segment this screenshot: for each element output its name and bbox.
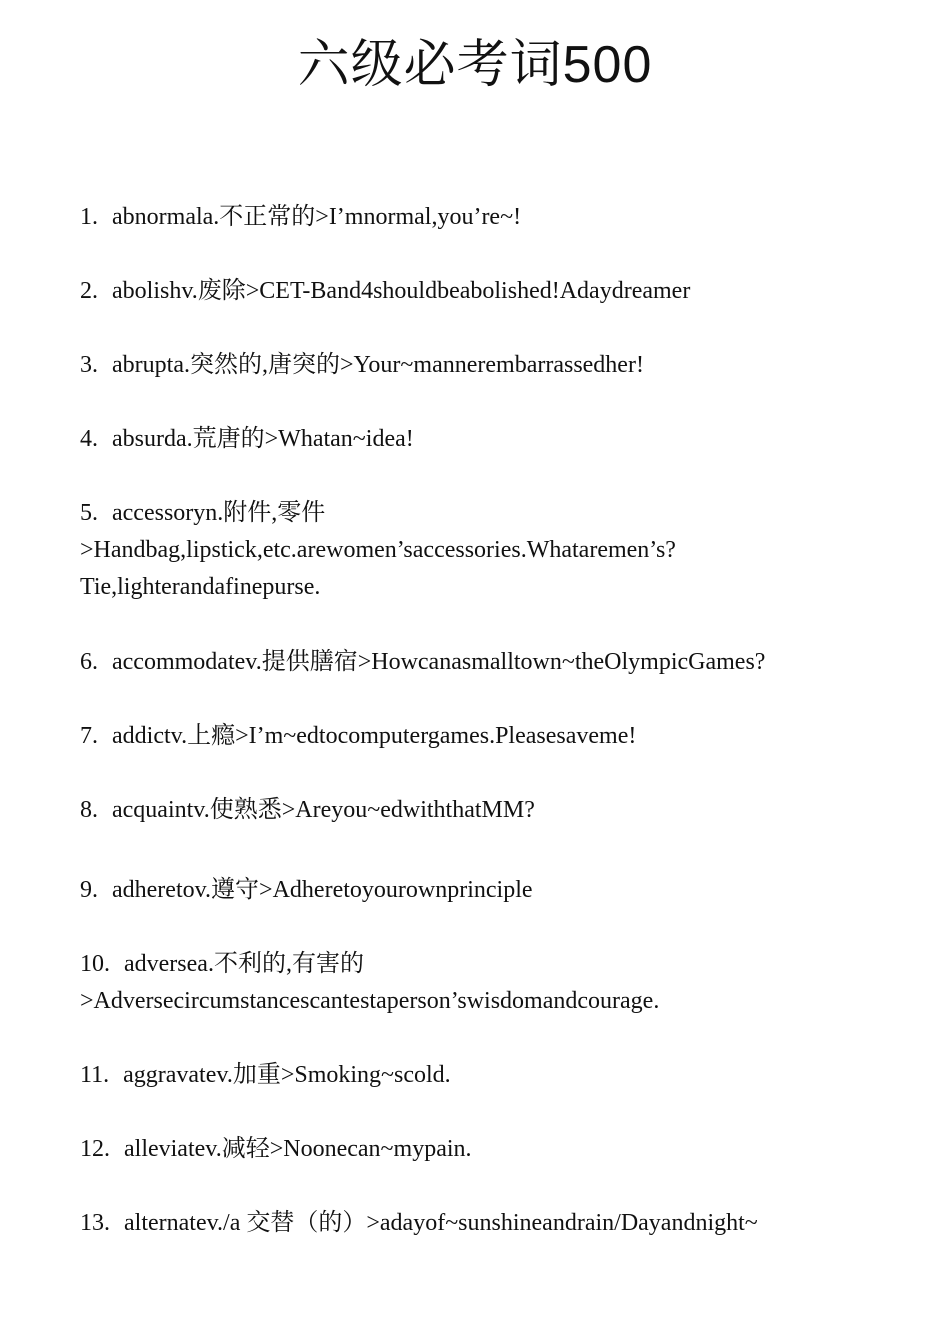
entry-number: 4. (80, 426, 98, 452)
entry-number: 1. (80, 204, 98, 230)
entry-number: 11. (80, 1062, 110, 1088)
entry-text: accommodatev.提供膳宿>Howcanasmalltown~theOlympicGames? (112, 649, 766, 675)
entry-text: alleviatev.减轻>Noonecan~mypain. (124, 1136, 472, 1162)
vocab-entry-8 (80, 792, 880, 829)
entry-example-line: >Adversecircumstancescantestaperson’swisdomandcourage. (80, 988, 660, 1014)
entry-text: aggravatev.加重>Smoking~scold. (123, 1062, 451, 1088)
entry-text: abolishv.废除>CET-Band4shouldbeabolished!Adaydreamer (112, 278, 691, 304)
vocab-entry-10 (80, 946, 880, 1020)
entry-number: 8. (80, 797, 98, 823)
entry-number: 5. (80, 500, 98, 526)
vocab-entry-2 (80, 273, 880, 310)
entry-number: 6. (80, 649, 98, 675)
vocab-entry-9 (80, 872, 880, 909)
vocab-entry-7 (80, 718, 880, 755)
entry-number: 12. (80, 1136, 110, 1162)
entry-number: 13. (80, 1210, 110, 1236)
vocab-entry-12 (80, 1131, 880, 1168)
entry-text: absurda.荒唐的>Whatan~idea! (112, 426, 414, 452)
page-title: 六级必考词500 (297, 36, 653, 94)
entry-example-line: Tie,lighterandafinepurse. (80, 574, 321, 600)
entry-text: abnormala.不正常的>I’mnormal,you’re~! (112, 204, 522, 230)
entry-number: 7. (80, 723, 98, 749)
vocab-entry-4 (80, 421, 880, 458)
entry-number: 10. (80, 951, 110, 977)
entry-text: accessoryn.附件,零件 (112, 500, 326, 526)
entry-text: alternatev./a 交替（的）>adayof~sunshineandrain/Dayandnight~ (124, 1210, 758, 1236)
vocab-entry-13 (80, 1205, 880, 1242)
entry-example-line: >Handbag,lipstick,etc.arewomen’saccessories.Whataremen’s? (80, 537, 676, 563)
entry-number: 3. (80, 352, 98, 378)
entry-text: adheretov.遵守>Adheretoyourownprinciple (112, 877, 533, 903)
entry-text: abrupta.突然的,唐突的>Your~mannerembarrassedher! (112, 352, 644, 378)
vocab-entry-3 (80, 347, 880, 384)
vocab-entry-5 (80, 495, 880, 606)
vocab-entry-1 (80, 199, 880, 236)
entry-text: acquaintv.使熟悉>Areyou~edwiththatMM? (112, 797, 535, 823)
entry-number: 2. (80, 278, 98, 304)
entry-number: 9. (80, 877, 98, 903)
vocab-entry-11 (80, 1057, 880, 1094)
vocab-entry-6 (80, 644, 880, 681)
entry-text: addictv.上瘾>I’m~edtocomputergames.Pleasesaveme! (112, 723, 637, 749)
entry-text: adversea.不利的,有害的 (124, 951, 364, 977)
